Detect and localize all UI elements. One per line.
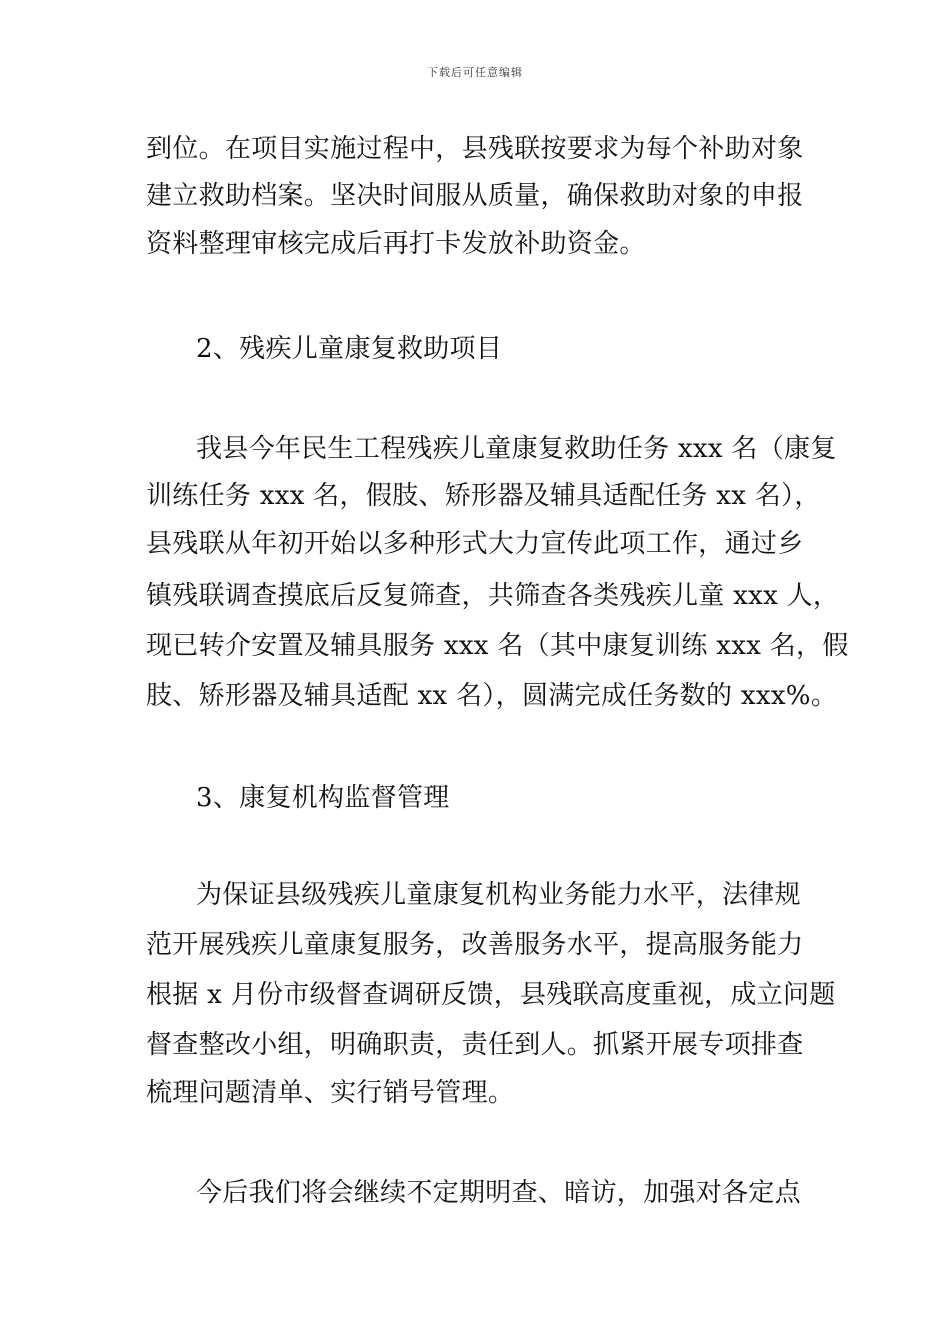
paragraph-1-line-2: 建立救助档案。坚决时间服从质量，确保救助对象的申报 xyxy=(146,181,804,211)
paragraph-5-line-2: 范开展残疾儿童康复服务，改善服务水平，提高服务能力 xyxy=(146,930,804,960)
paragraph-5-line-4: 督查整改小组，明确职责，责任到人。抓紧开展专项排查 xyxy=(146,1030,804,1060)
paragraph-5-line-1: 为保证县级残疾儿童康复机构业务能力水平，法律规 xyxy=(196,880,801,910)
paragraph-1-line-3: 资料整理审核完成后再打卡发放补助资金。 xyxy=(146,229,646,259)
paragraph-3-line-2: 训练任务 xxx 名，假肢、矫形器及辅具适配任务 xx 名）， xyxy=(146,481,821,511)
paragraph-3-line-3: 县残联从年初开始以多种形式大力宣传此项工作，通过乡 xyxy=(146,529,804,559)
paragraph-3-line-1: 我县今年民生工程残疾儿童康复救助任务 xxx 名（康复 xyxy=(196,434,837,464)
paragraph-6-line-1: 今后我们将会继续不定期明查、暗访，加强对各定点 xyxy=(196,1178,801,1208)
paragraph-3-line-4: 镇残联调查摸底后反复筛查，共筛查各类残疾儿童 xxx 人， xyxy=(146,581,840,611)
paragraph-3-line-5: 现已转介安置及辅具服务 xxx 名（其中康复训练 xxx 名，假 xyxy=(146,631,849,661)
section-heading-2: 2、残疾儿童康复救助项目 xyxy=(196,334,503,364)
paragraph-3-line-6: 肢、矫形器及辅具适配 xx 名），圆满完成任务数的 xxx%。 xyxy=(146,681,838,711)
paragraph-5-line-3: 根据 x 月份市级督查调研反馈，县残联高度重视，成立问题 xyxy=(146,980,836,1010)
paragraph-1-line-1: 到位。在项目实施过程中，县残联按要求为每个补助对象 xyxy=(146,134,804,164)
section-heading-3: 3、康复机构监督管理 xyxy=(196,783,450,813)
page-header: 下载后可任意编辑 xyxy=(427,66,523,79)
paragraph-5-line-5: 梳理问题清单、实行销号管理。 xyxy=(146,1078,515,1108)
